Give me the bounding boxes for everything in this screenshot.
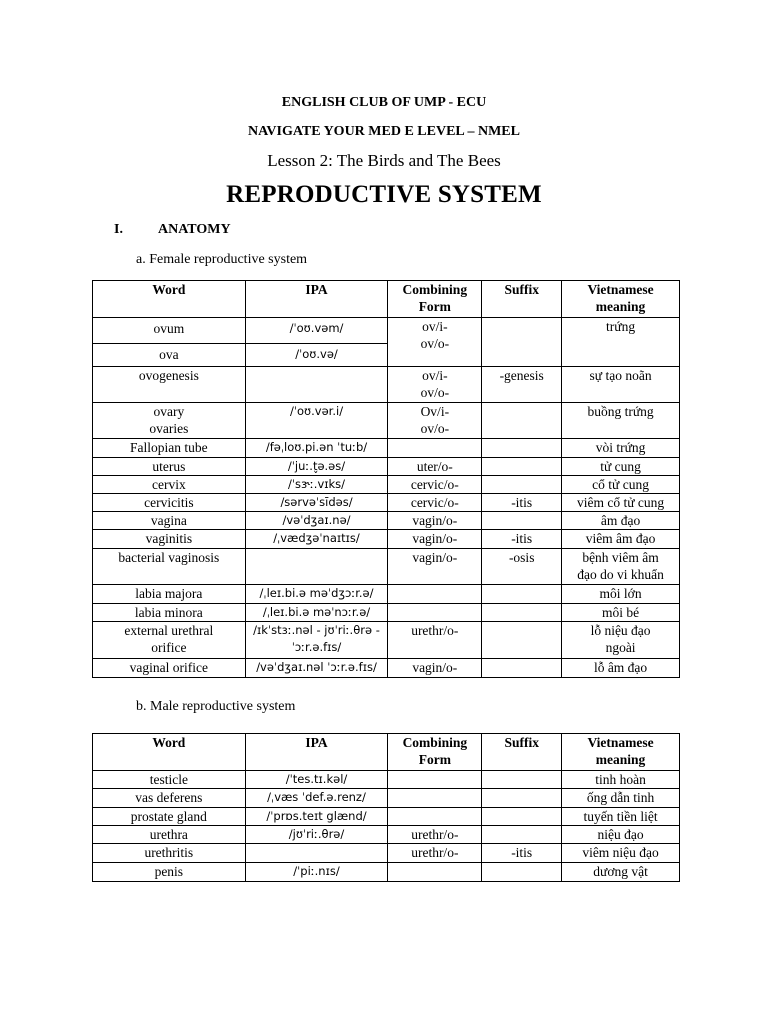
combining-line1: Ov/i- [420,404,450,419]
col-word: Word [93,734,246,771]
combining-line2: ov/o- [420,336,450,351]
word-cell: cervix [93,476,246,494]
word-cell: vaginitis [93,530,246,549]
combining-cell: cervic/o- [388,476,482,494]
col-suffix: Suffix [482,281,562,318]
word-cell: ova [93,344,246,367]
table-row [93,826,680,844]
col-word: Word [93,281,246,318]
col-combining-line2: Form [418,299,451,314]
combining-cell: vagin/o- [388,512,482,530]
female-heading: a. Female reproductive system [136,252,308,267]
vietnamese-cell: viêm cổ tử cung [562,494,680,512]
word-cell: vagina [93,512,246,530]
table-row [93,863,680,882]
col-combining [388,734,482,771]
table-row [93,367,680,403]
suffix-cell: -itis [482,844,562,863]
col-vietnamese [562,734,680,771]
word-cell [93,622,246,659]
combining-cell [388,585,482,604]
col-vietnamese [562,281,680,318]
combining-cell [388,808,482,826]
suffix-cell: -genesis [482,367,562,403]
vn-line2: ngoài [605,640,636,655]
suffix-cell [482,808,562,826]
ipa-cell: /ˈtes.tɪ.kəl/ [245,771,388,789]
word-line1: ovary [153,404,185,419]
table-row [93,403,680,439]
combining-cell [388,604,482,622]
word-cell: bacterial vaginosis [93,549,246,585]
ipa-cell [245,622,388,659]
table-row [93,622,680,659]
table-row [93,604,680,622]
section-number: I. [114,222,123,237]
table-row [93,659,680,678]
ipa-cell: /ˌvæs ˈdef.ə.renz/ [245,789,388,808]
word-cell: penis [93,863,246,882]
word-line2: ovaries [149,421,189,436]
ipa-cell: /ˈprɒs.teɪt glænd/ [245,808,388,826]
table-row [93,458,680,476]
table-row [93,530,680,549]
vietnamese-cell: dương vật [562,863,680,882]
col-ipa: IPA [245,281,388,318]
vietnamese-cell: viêm niệu đạo [562,844,680,863]
ipa-cell: /ˌvædʒəˈnaɪtɪs/ [245,530,388,549]
combining-line2: ov/o- [420,385,450,400]
combining-cell [388,771,482,789]
table-row [93,771,680,789]
ipa-cell: /jʊˈriː.θrə/ [245,826,388,844]
combining-line2: ov/o- [420,421,450,436]
suffix-cell [482,403,562,439]
page-title: REPRODUCTIVE SYSTEM [226,181,542,208]
table-row [93,789,680,808]
table-header-row [93,734,680,771]
combining-cell: vagin/o- [388,549,482,585]
vietnamese-cell: niệu đạo [562,826,680,844]
section-title: ANATOMY [158,222,231,237]
word-cell: ovogenesis [93,367,246,403]
combining-cell [388,403,482,439]
ipa-cell: /ˌleɪ.bi.ə məˈnɔːr.ə/ [245,604,388,622]
suffix-cell [482,622,562,659]
table-row [93,476,680,494]
vietnamese-cell: môi bé [562,604,680,622]
word-cell: vas deferens [93,789,246,808]
ipa-cell [245,844,388,863]
ipa-cell: /ˈoʊ.və/ [245,344,388,367]
ipa-cell: /ˈoʊ.vəm/ [245,318,388,344]
ipa-cell: /sərvəˈsīdəs/ [245,494,388,512]
lesson-title: Lesson 2: The Birds and The Bees [267,151,501,170]
combining-cell [388,367,482,403]
vietnamese-cell: vòi trứng [562,439,680,458]
table-row [93,844,680,863]
table-row [93,318,680,344]
suffix-cell: -itis [482,494,562,512]
combining-line1: ov/i- [422,368,448,383]
ipa-cell: /ˈjuː.t̬ə.əs/ [245,458,388,476]
ipa-cell: /fəˌloʊ.pi.ən ˈtuːb/ [245,439,388,458]
col-combining-line1: Combining [402,735,468,750]
table-row [93,512,680,530]
combining-cell: urethr/o- [388,826,482,844]
vietnamese-cell: tuyến tiền liệt [562,808,680,826]
male-heading: b. Male reproductive system [136,699,296,714]
col-combining [388,281,482,318]
vietnamese-cell [562,622,680,659]
ipa-line2: ˈɔːr.ə.fɪs/ [291,640,342,654]
vietnamese-cell: môi lớn [562,585,680,604]
word-cell: labia minora [93,604,246,622]
vietnamese-cell: âm đạo [562,512,680,530]
table-row [93,494,680,512]
col-vn-line1: Vietnamese [587,282,654,297]
combining-cell: urethr/o- [388,622,482,659]
suffix-cell [482,604,562,622]
suffix-cell [482,476,562,494]
col-combining-line2: Form [418,752,451,767]
combining-cell: cervic/o- [388,494,482,512]
table-header-row [93,281,680,318]
suffix-cell [482,826,562,844]
vietnamese-cell: trứng [562,318,680,367]
suffix-cell: -osis [482,549,562,585]
suffix-cell [482,439,562,458]
course-name: NAVIGATE YOUR MED E LEVEL – NMEL [247,124,520,139]
ipa-cell: /ˈsɝː.vɪks/ [245,476,388,494]
ipa-cell [245,549,388,585]
suffix-cell [482,512,562,530]
vietnamese-cell: lỗ âm đạo [562,659,680,678]
suffix-cell [482,585,562,604]
vietnamese-cell: viêm âm đạo [562,530,680,549]
suffix-cell [482,318,562,367]
col-combining-line1: Combining [402,282,468,297]
club-name: ENGLISH CLUB OF UMP - ECU [281,95,487,110]
vietnamese-cell: sự tạo noãn [562,367,680,403]
ipa-cell: /ˈoʊ.vər.i/ [245,403,388,439]
table-row [93,549,680,585]
female-table [92,280,680,678]
vietnamese-cell: cổ tử cung [562,476,680,494]
word-cell: urethra [93,826,246,844]
ipa-cell: /ˌleɪ.bi.ə məˈdʒɔːr.ə/ [245,585,388,604]
vietnamese-cell: tử cung [562,458,680,476]
ipa-cell: /vəˈdʒaɪ.nəl ˈɔːr.ə.fɪs/ [245,659,388,678]
word-cell: labia majora [93,585,246,604]
combining-cell: vagin/o- [388,530,482,549]
word-cell [93,403,246,439]
suffix-cell [482,771,562,789]
word-cell: ovum [93,318,246,344]
word-line1: external urethral [124,623,214,638]
vietnamese-cell [562,549,680,585]
table-row [93,439,680,458]
combining-cell: vagin/o- [388,659,482,678]
vietnamese-cell: buồng trứng [562,403,680,439]
vietnamese-cell: ống dẫn tinh [562,789,680,808]
combining-cell [388,439,482,458]
col-vn-line2: meaning [595,299,646,314]
word-cell: testicle [93,771,246,789]
table-row [93,808,680,826]
vn-line1: lỗ niệu đạo [590,623,651,638]
suffix-cell [482,789,562,808]
combining-cell [388,789,482,808]
word-cell: cervicitis [93,494,246,512]
suffix-cell [482,863,562,882]
word-line2: orifice [151,640,187,655]
combining-line1: ov/i- [422,319,448,334]
col-suffix: Suffix [482,734,562,771]
word-cell: vaginal orifice [93,659,246,678]
combining-cell [388,863,482,882]
suffix-cell: -itis [482,530,562,549]
combining-cell: urethr/o- [388,844,482,863]
vn-line1: bệnh viêm âm [582,550,659,565]
word-cell: prostate gland [93,808,246,826]
ipa-cell: /vəˈdʒaɪ.nə/ [245,512,388,530]
combining-cell: uter/o- [388,458,482,476]
col-vn-line1: Vietnamese [587,735,654,750]
word-cell: urethritis [93,844,246,863]
col-vn-line2: meaning [595,752,646,767]
combining-cell [388,318,482,367]
word-cell: uterus [93,458,246,476]
ipa-line1: /ɪkˈstɜː.nəl - jʊˈriː.θrə - [253,623,380,637]
suffix-cell [482,458,562,476]
ipa-cell [245,367,388,403]
vietnamese-cell: tinh hoàn [562,771,680,789]
col-ipa: IPA [245,734,388,771]
male-table [92,733,680,882]
table-row [93,585,680,604]
suffix-cell [482,659,562,678]
word-cell: Fallopian tube [93,439,246,458]
ipa-cell: /ˈpiː.nɪs/ [245,863,388,882]
vn-line2: đạo do vi khuẩn [577,567,664,582]
